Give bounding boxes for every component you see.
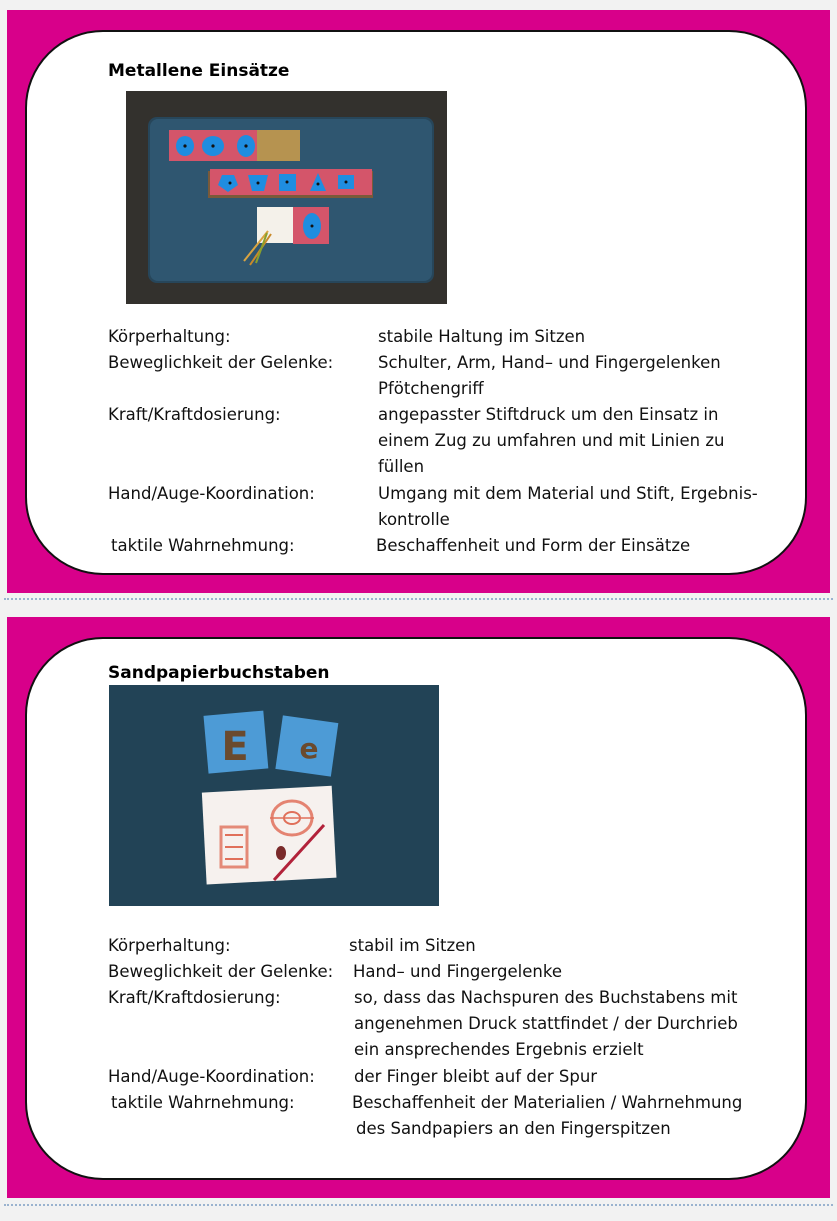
card-title: Metallene Einsätze (108, 61, 290, 81)
page-separator (4, 1204, 833, 1206)
photo-sandpaper-letters (109, 685, 439, 906)
page-separator (4, 598, 833, 600)
letter-e-upper: E (221, 724, 249, 770)
card-title: Sandpapierbuchstaben (108, 663, 330, 683)
letter-e-lower: e (299, 732, 319, 765)
photo-metal-insets (126, 91, 447, 304)
